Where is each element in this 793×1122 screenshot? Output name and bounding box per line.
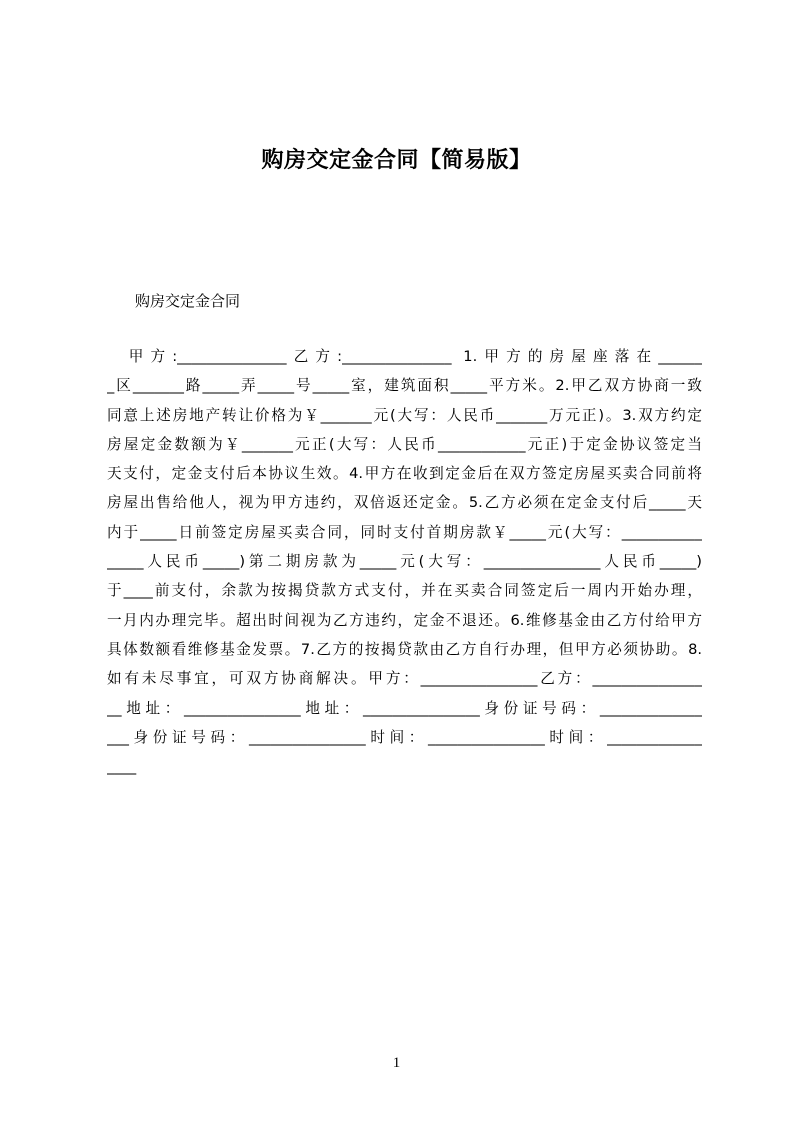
body-line-12: 如有未尽事宜，可双方协商解决。甲方：________________乙方：_______________ (107, 670, 702, 688)
body-line-10: 一月内办理完毕。超出时间视为乙方违约，定金不退还。6.维修基金由乙方付给甲方 (107, 611, 702, 629)
body-line-15: ____ (107, 758, 137, 776)
body-line-9: 于____前支付，余款为按揭贷款方式支付，并在买卖合同签定后一周内开始办理， (107, 582, 702, 600)
body-line-8: _____人民币_____)第二期房款为_____元(大写：________________人民币_____) (107, 553, 702, 571)
body-line-6: 房屋出售给他人，视为甲方违约，双倍返还定金。5.乙方必须在定金支付后_____天 (107, 494, 702, 512)
body-line-14: ___身份证号码：________________时间：________________时间：_____________ (107, 728, 702, 746)
body-line-4: 房屋定金数额为￥_______元正(大写：人民币____________元正)于定金协议签定当 (107, 435, 702, 453)
body-line-7: 内于_____日前签定房屋买卖合同，同时支付首期房款￥_____元(大写：___________ (107, 523, 702, 541)
document-subtitle: 购房交定金合同 (135, 292, 241, 310)
body-line-2: _区_______路_____弄_____号_____室，建筑面积_____平方米。2.甲乙双方协商一致 (107, 377, 702, 395)
body-line-3: 同意上述房地产转让价格为￥_______元(大写：人民币_______万元正)。3.双方约定 (107, 406, 702, 424)
document-title: 购房交定金合同【简易版】 (261, 148, 532, 173)
body-line-1: 甲方:_______________乙方:_______________ 1.甲方的房屋座落在______ (107, 348, 702, 365)
body-line-5: 天支付，定金支付后本协议生效。4.甲方在收到定金后在双方签定房屋买卖合同前将 (107, 465, 702, 483)
page-number: 1 (392, 1055, 401, 1071)
body-line-11: 具体数额看维修基金发票。7.乙方的按揭贷款由乙方自行办理，但甲方必须协助。8. (107, 640, 702, 658)
body-line-13: __地址：________________地址：________________身份证号码：______________ (107, 699, 702, 717)
contract-body (107, 342, 702, 781)
